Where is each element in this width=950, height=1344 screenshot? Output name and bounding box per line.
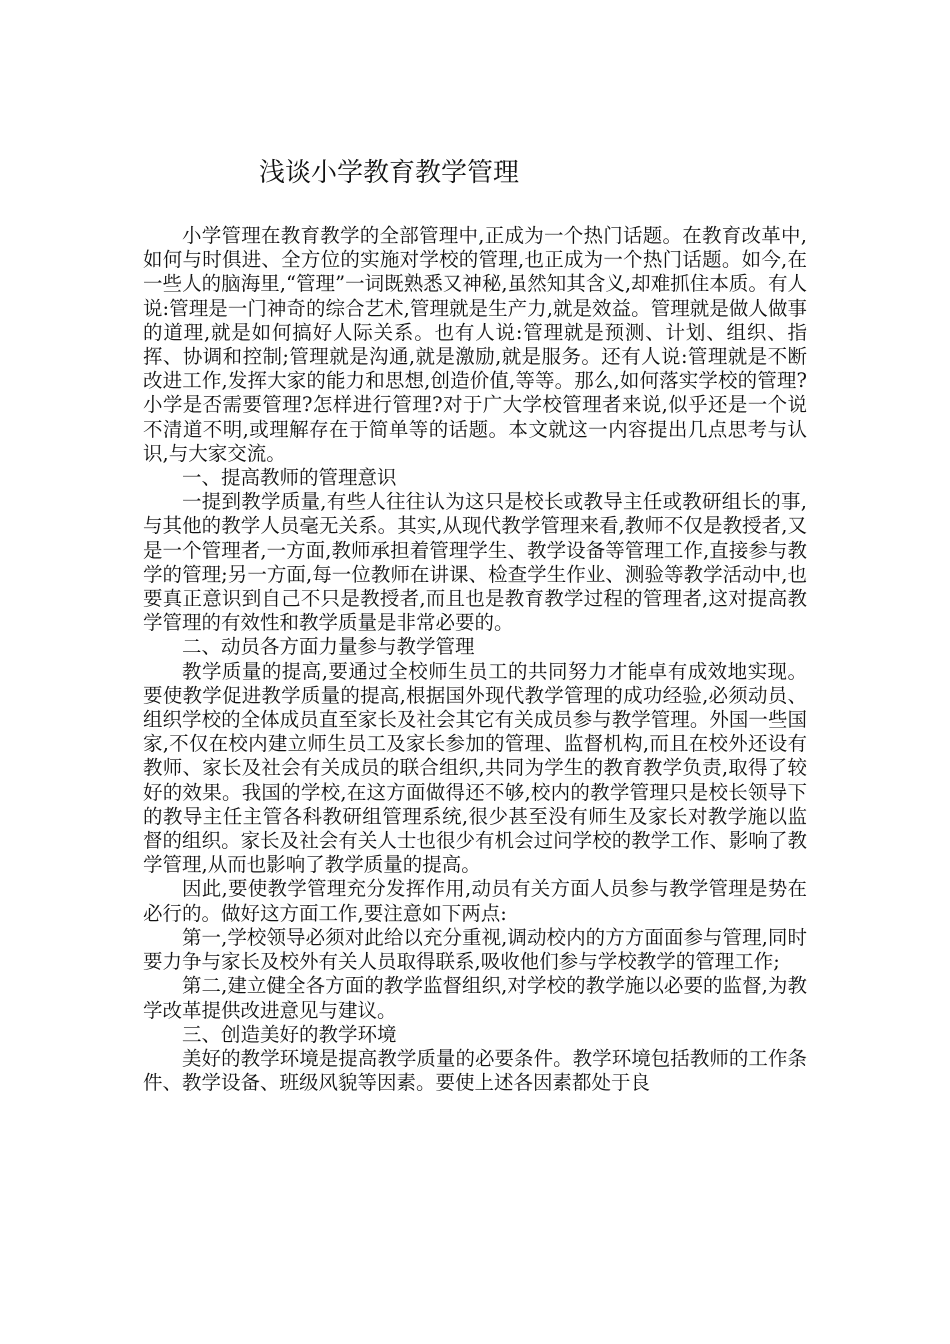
paragraph-point-second: 第二,建立健全各方面的教学监督组织,对学校的教学施以必要的监督,为教学改革提供改进意见与建议。 (143, 974, 807, 1022)
section-heading-3: 三、创造美好的教学环境 (182, 1022, 397, 1046)
paragraph-section-3: 美好的教学环境是提高教学质量的必要条件。教学环境包括教师的工作条件、教学设备、班级风貌等因素。要使上述各因素都处于良 (143, 1046, 807, 1095)
paragraph-section-2: 教学质量的提高,要通过全校师生员工的共同努力才能卓有成效地实现。要使教学促进教学质量的提高,根据国外现代教学管理的成功经验,必须动员、组织学校的全体成员直至家长及社会其它有关成员参与教学管理。外国一些国家,不仅在校内建立师生员工及家长参加的管理、监督机构,而且在校外还设有教师、家长及社会有关成员的联合组织,共同为学生的教育教学负责,取得了较好的效果。我国的学校,在这方面做得还不够,校内的教学管理只是校长领导下的教导主任主管各科教研组管理系统,很少甚至没有师生及家长对教学施以监督的组织。家长及社会有关人士也很少有机会过问学校的教学工作、影响了教学管理,从而也影响了教学质量的提高。 (143, 659, 807, 877)
paragraph-section-1: 一提到教学质量,有些人往往认为这只是校长或教导主任或教研组长的事,与其他的教学人员毫无关系。其实,从现代教学管理来看,教师不仅是教授者,又是一个管理者,一方面,教师承担着管理学生、教学设备等管理工作,直接参与教学的管理;另一方面,每一位教师在讲课、检查学生作业、测验等教学活动中,也要真正意识到自己不只是教授者,而且也是教育教学过程的管理者,这对提高教学管理的有效性和教学质量是非常必要的。 (143, 490, 807, 635)
section-heading-1: 一、提高教师的管理意识 (182, 466, 397, 490)
document-body (143, 224, 807, 1095)
section-heading-2: 二、动员各方面力量参与教学管理 (182, 635, 475, 659)
paragraph-point-first: 第一,学校领导必须对此给以充分重视,调动校内的方方面面参与管理,同时要力争与家长及校外有关人员取得联系,吸收他们参与学校教学的管理工作; (143, 925, 807, 974)
paragraph-section-2-therefore: 因此,要使教学管理充分发挥作用,动员有关方面人员参与教学管理是势在必行的。做好这方面工作,要注意如下两点: (143, 877, 807, 925)
document-title: 浅谈小学教育教学管理 (259, 158, 520, 188)
paragraph-intro: 小学管理在教育教学的全部管理中,正成为一个热门话题。在教育改革中,如何与时俱进、全方位的实施对学校的管理,也正成为一个热门话题。如今,在一些人的脑海里,“管理”一词既熟悉又神秘,虽然知其含义,却难抓住本质。有人说:管理是一门神奇的综合艺术,管理就是生产力,就是效益。管理就是做人做事的道理,就是如何搞好人际关系。也有人说:管理就是预测、计划、组织、指挥、协调和控制;管理就是沟通,就是激励,就是服务。还有人说:管理就是不断改进工作,发挥大家的能力和思想,创造价值,等等。那么,如何落实学校的管理?小学是否需要管理?怎样进行管理?对于广大学校管理者来说,似乎还是一个说不清道不明,或理解存在于简单等的话题。本文就这一内容提出几点思考与认识,与大家交流。 (143, 224, 807, 465)
